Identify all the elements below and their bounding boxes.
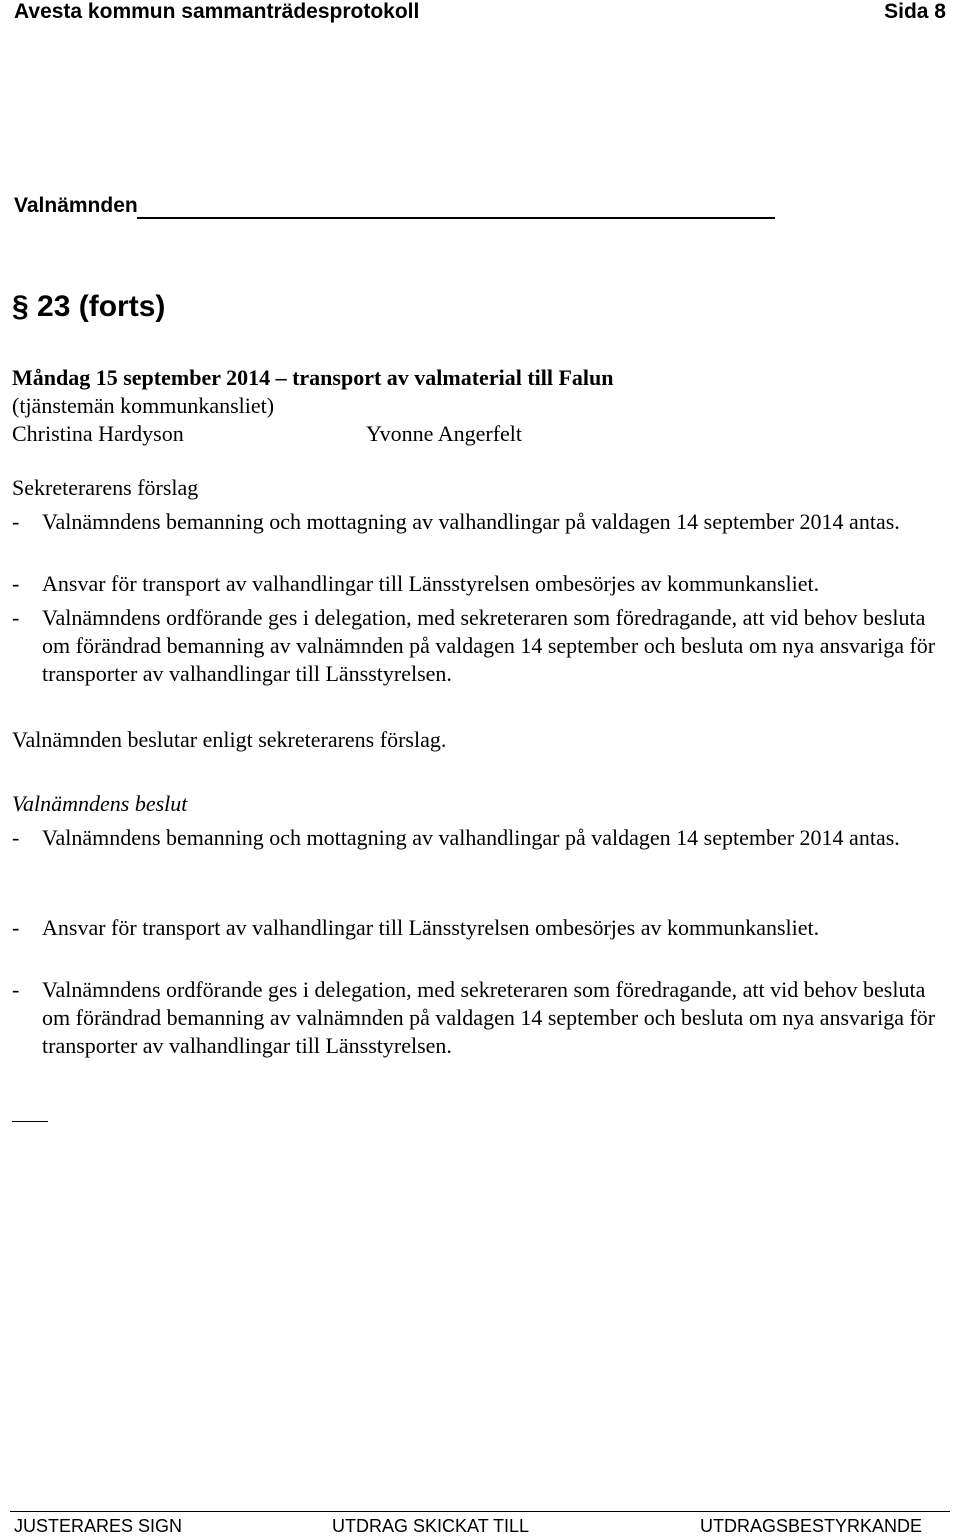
bullet-dash: -	[12, 605, 20, 630]
person-name-1: Christina Hardyson	[12, 421, 184, 446]
bullet-dash: -	[12, 509, 20, 534]
proposal-item-2	[12, 570, 942, 598]
proposal-item-text: Ansvar för transport av valhandlingar till Länsstyrelsen ombesörjes av kommunkansliet.	[42, 571, 820, 596]
bullet-dash: -	[12, 915, 20, 940]
end-rule	[12, 1121, 48, 1122]
proposal-heading: Sekreterarens förslag	[12, 475, 199, 500]
footer-sent: UTDRAG SKICKAT TILL	[332, 1516, 530, 1536]
decision-item-2	[12, 914, 942, 942]
decision-item-1	[12, 824, 942, 852]
document-header-title: Avesta kommun sammanträdesprotokoll	[14, 0, 420, 23]
decision-item-text: Valnämndens bemanning och mottagning av valhandlingar på valdagen 14 september 2014 antas.	[42, 825, 900, 850]
paragraph-subheading: (tjänstemän kommunkansliet)	[12, 393, 275, 418]
paragraph-heading: Måndag 15 september 2014 – transport av valmaterial till Falun	[12, 365, 614, 390]
decision-heading: Valnämndens beslut	[12, 791, 188, 816]
footer-rule	[10, 1511, 950, 1512]
decision-item-3	[12, 976, 942, 1060]
paragraph-number: § 23 (forts)	[12, 290, 166, 323]
proposal-item-3	[12, 604, 942, 688]
person-name-2: Yvonne Angerfelt	[366, 421, 523, 446]
decision-statement: Valnämnden beslutar enligt sekreterarens förslag.	[12, 727, 447, 752]
bullet-dash: -	[12, 825, 20, 850]
decision-item-text: Ansvar för transport av valhandlingar till Länsstyrelsen ombesörjes av kommunkansliet.	[42, 915, 820, 940]
proposal-item-text: Valnämndens ordförande ges i delegation, med sekreteraren som föredragande, att vid behov besluta om förändrad bemanning av valnämnden på valdagen 14 september och besluta om nya ansvariga för transporter av valhandlingar till Länsstyrelsen.	[42, 605, 936, 686]
section-title-underline	[137, 217, 775, 219]
bullet-dash: -	[12, 977, 20, 1002]
page-number: Sida 8	[884, 0, 946, 23]
section-title: Valnämnden	[14, 194, 138, 217]
footer-sign: JUSTERARES SIGN	[14, 1516, 183, 1536]
proposal-item-1	[12, 508, 942, 536]
decision-item-text: Valnämndens ordförande ges i delegation, med sekreteraren som föredragande, att vid behov besluta om förändrad bemanning av valnämnden på valdagen 14 september och besluta om nya ansvariga för transporter av valhandlingar till Länsstyrelsen.	[42, 977, 936, 1058]
proposal-item-text: Valnämndens bemanning och mottagning av valhandlingar på valdagen 14 september 2014 antas.	[42, 509, 900, 534]
footer-certify: UTDRAGSBESTYRKANDE	[700, 1516, 923, 1536]
bullet-dash: -	[12, 571, 20, 596]
